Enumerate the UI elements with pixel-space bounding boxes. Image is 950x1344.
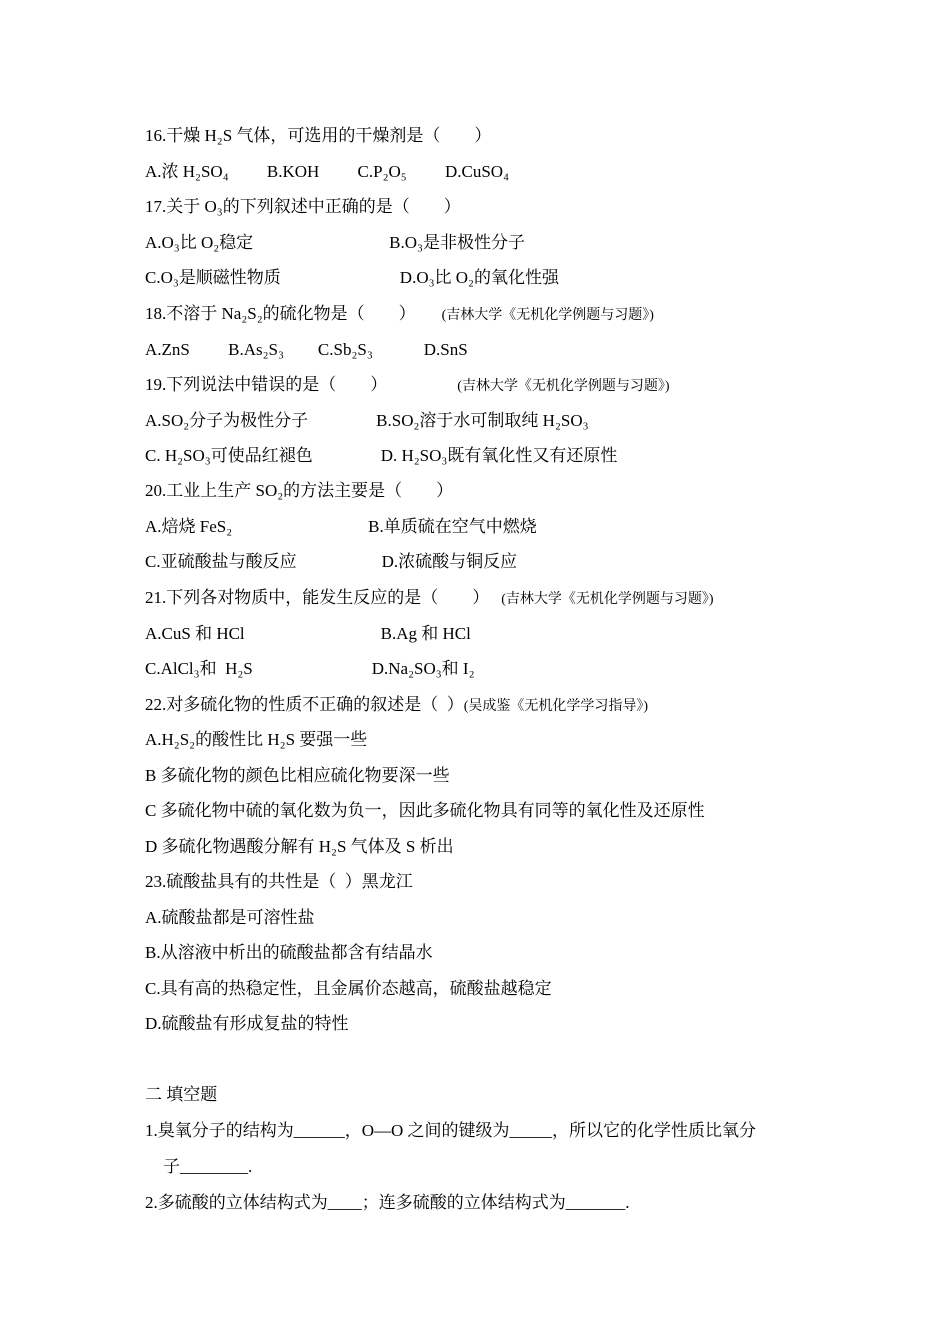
q23-option-b: B.从溶液中析出的硫酸盐都含有结晶水 (145, 943, 433, 962)
question-21-text: 21.下列各对物质中，能发生反应的是（ ） (145, 588, 490, 607)
q23-option-d: D.硫酸盐有形成复盐的特性 (145, 1014, 349, 1033)
question-17: 17.关于 O₃的下列叙述中正确的是（ ） (145, 197, 461, 216)
q22-option-c: C 多硫化物中硫的氧化数为负一，因此多硫化物具有同等的氧化性及还原性 (145, 801, 705, 820)
question-23: 23.硫酸盐具有的共性是（ ）黑龙江 (145, 872, 413, 891)
source-note: (吉林大学《无机化学例题与习题》) (501, 592, 714, 607)
question-18-text: 18.不溶于 Na₂S₂的硫化物是（ ） (145, 304, 416, 323)
question-19 (145, 375, 670, 397)
fill-question-1-continued: 子________. (163, 1157, 253, 1176)
question-19-text: 19.下列说法中错误的是（ ） (145, 375, 388, 394)
question-18 (145, 304, 654, 326)
question-20: 20.工业上生产 SO₂的方法主要是（ ） (145, 481, 454, 500)
q22-option-b: B 多硫化物的颜色比相应硫化物要深一些 (145, 766, 450, 785)
question-21 (145, 588, 714, 610)
q18-options: A.ZnS B.As₂S₃ C.Sb₂S₃ D.SnS (145, 340, 468, 359)
q22-option-d: D 多硫化物遇酸分解有 H₂S 气体及 S 析出 (145, 837, 454, 856)
fill-question-2: 2.多硫酸的立体结构式为____；连多硫酸的立体结构式为_______. (145, 1193, 630, 1212)
q21-options-ab: A.CuS 和 HCl B.Ag 和 HCl (145, 624, 471, 643)
q17-options-ab: A.O₃比 O₂稳定 B.O₃是非极性分子 (145, 233, 525, 252)
section-heading-fill-in: 二 填空题 (145, 1085, 218, 1104)
fill-question-1: 1.臭氧分子的结构为______，O—O 之间的键级为_____，所以它的化学性质比氧分 (145, 1121, 757, 1140)
q21-options-cd: C.AlCl₃和 H₂S D.Na₂SO₃和 I₂ (145, 659, 475, 678)
q23-option-a: A.硫酸盐都是可溶性盐 (145, 908, 315, 927)
q23-option-c: C.具有高的热稳定性，且金属价态越高，硫酸盐越稳定 (145, 979, 552, 998)
q20-options-cd: C.亚硫酸盐与酸反应 D.浓硫酸与铜反应 (145, 552, 518, 571)
q16-options: A.浓 H₂SO₄ B.KOH C.P₂O₅ D.CuSO₄ (145, 162, 510, 181)
question-22-text: 22.对多硫化物的性质不正确的叙述是（ ） (145, 695, 464, 714)
question-16: 16.干燥 H₂S 气体，可选用的干燥剂是（ ） (145, 126, 492, 145)
source-note: (吉林大学《无机化学例题与习题》) (441, 308, 654, 323)
q20-options-ab: A.焙烧 FeS₂ B.单质硫在空气中燃烧 (145, 517, 537, 536)
q17-options-cd: C.O₃是顺磁性物质 D.O₃比 O₂的氧化性强 (145, 268, 559, 287)
source-note: (吉林大学《无机化学例题与习题》) (457, 379, 670, 394)
question-22 (145, 695, 648, 717)
q19-options-ab: A.SO₂分子为极性分子 B.SO₂溶于水可制取纯 H₂SO₃ (145, 411, 589, 430)
source-note: (吴成鉴《无机化学学习指导》) (463, 699, 649, 714)
q19-options-cd: C. H₂SO₃可使品红褪色 D. H₂SO₃既有氧化性又有还原性 (145, 446, 618, 465)
q22-option-a: A.H₂S₂的酸性比 H₂S 要强一些 (145, 730, 368, 749)
